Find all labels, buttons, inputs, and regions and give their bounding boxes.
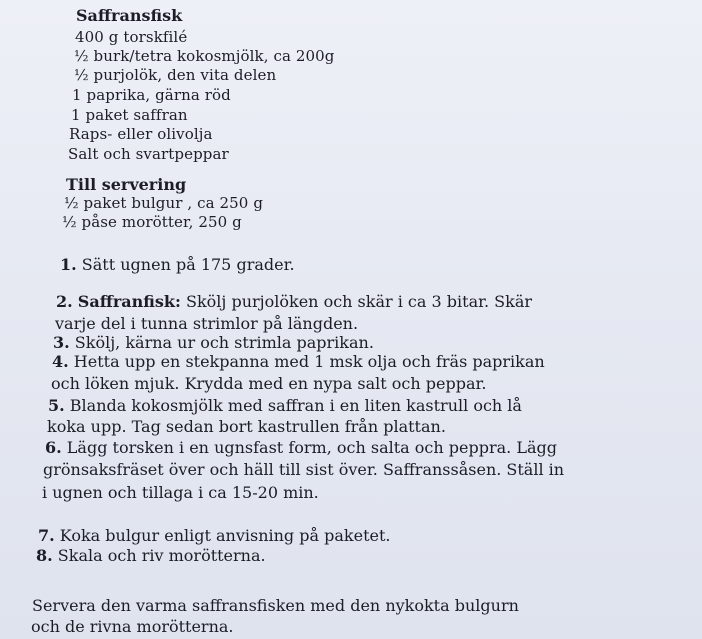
ingredient-item: 1 paprika, gärna röd [72, 86, 231, 104]
step-text: Skölj, kärna ur och strimla paprikan. [74, 333, 374, 352]
step-number: 5. [48, 396, 65, 415]
step-text: i ugnen och tillaga i ca 15-20 min. [42, 483, 319, 502]
step-text: Hetta upp en stekpanna med 1 msk olja och fräs paprikan [73, 352, 545, 371]
recipe-title: Saffransfisk [76, 6, 183, 25]
ingredient-item: ½ burk/tetra kokosmjölk, ca 200g [74, 47, 335, 65]
step-text: Sätt ugnen på 175 grader. [81, 255, 295, 274]
step-text: Koka bulgur enligt anvisning på paketet. [59, 526, 391, 545]
step-text: Blanda kokosmjölk med saffran i en liten kastrull och lå [69, 396, 522, 415]
step-1 [60, 255, 295, 274]
step-number: 3. [53, 333, 70, 352]
step-text: koka upp. Tag sedan bort kastrullen från plattan. [47, 417, 446, 436]
step-number: 1. [60, 255, 77, 274]
step-text: Skala och riv morötterna. [57, 546, 266, 565]
step-text: varje del i tunna strimlor på längden. [55, 314, 359, 333]
step-text: grönsaksfräset över och häll till sist över. Saffranssåsen. Ställ in [43, 460, 565, 479]
step-number: 8. [36, 546, 53, 565]
serving-item: ½ paket bulgur , ca 250 g [64, 194, 264, 212]
step-7 [38, 526, 390, 545]
step-number: 4. [52, 352, 69, 371]
ingredient-item: 1 paket saffran [71, 106, 188, 124]
serving-item: ½ påse morötter, 250 g [62, 213, 242, 231]
serving-note-line: Servera den varma saffransfisken med den nykokta bulgurn [32, 596, 519, 615]
serving-heading: Till servering [66, 175, 187, 194]
ingredient-item: Raps- eller olivolja [69, 125, 213, 143]
step-text: Lägg torsken i en ugnsfast form, och salta och peppra. Lägg [66, 438, 557, 457]
ingredient-item: 400 g torskfilé [75, 28, 188, 46]
ingredient-item: Salt och svartpeppar [68, 145, 229, 163]
step-text: och löken mjuk. Krydda med en nypa salt och peppar. [51, 374, 487, 393]
serving-note-line: och de rivna morötterna. [31, 617, 234, 636]
step-number: 7. [38, 526, 55, 545]
step-number: 2. [56, 292, 73, 311]
step-text: Skölj purjolöken och skär i ca 3 bitar. Skär [186, 292, 533, 311]
ingredient-item: ½ purjolök, den vita delen [74, 66, 277, 84]
step-3 [53, 333, 374, 352]
step-8 [36, 546, 266, 565]
step-heading: Saffranfisk: [77, 292, 181, 311]
step-number: 6. [45, 438, 62, 457]
